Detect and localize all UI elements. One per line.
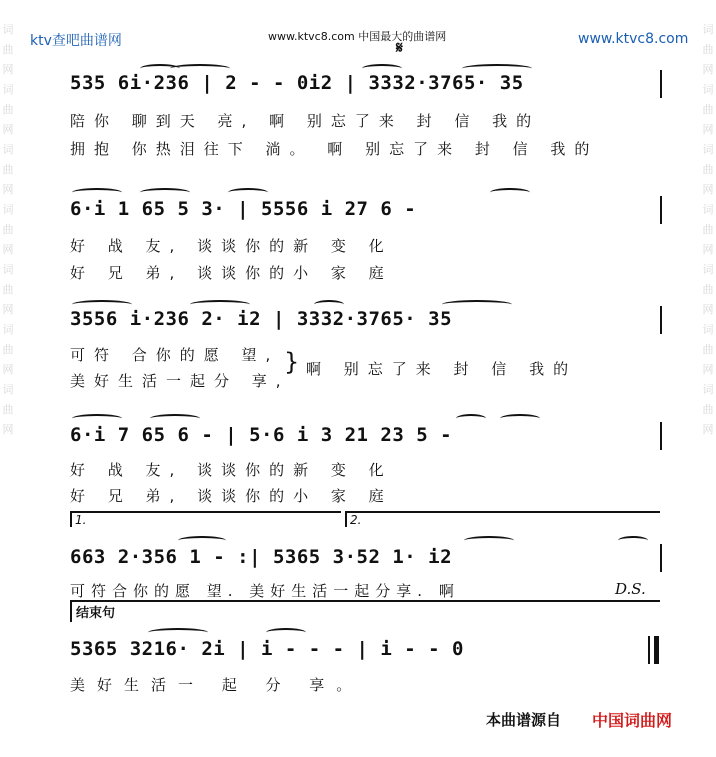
score-line-4 [70, 422, 664, 452]
score-line-3 [70, 306, 664, 336]
bar-line [660, 306, 662, 334]
dal-segno-marking: D.S. [615, 580, 646, 598]
notation: 3556 i·236 2· i2 | 3332·3765· 35 [70, 308, 453, 330]
lyrics-verse-2: 拥抱 你热泪往下 淌。 啊 别忘了来 封 信 我的 [70, 140, 599, 158]
source-label: 本曲谱源自 [486, 711, 562, 729]
slur [170, 64, 230, 73]
slur [72, 188, 122, 197]
bar-line [660, 70, 662, 98]
slur [362, 64, 402, 73]
source-site-name: 中国词曲网 [592, 711, 673, 730]
slur [456, 414, 486, 423]
lyrics-shared: 啊 别忘了来 封 信 我的 [306, 360, 578, 378]
score-line-5 [70, 544, 664, 574]
header-tagline: www.ktvc8.com 中国最大的曲谱网 [268, 30, 447, 43]
ending-phrase-label: 结束句 [70, 600, 660, 622]
lyrics-verse-1: 好 战 友, 谈谈你的新 变 化 [70, 461, 393, 479]
score-line-2 [70, 196, 664, 226]
bar-line [660, 422, 662, 450]
site-logo-left: ktv查吧曲谱网 [30, 33, 122, 49]
watermark-right: 词曲网词曲网词曲网词曲网词曲网词曲网词曲网 [702, 23, 714, 436]
slur [490, 188, 530, 197]
slur [500, 414, 540, 423]
slur [618, 536, 648, 545]
slur [228, 188, 268, 197]
slur [72, 414, 122, 423]
slur [266, 628, 306, 637]
slur [178, 536, 226, 545]
watermark-left: 词曲网词曲网词曲网词曲网词曲网词曲网词曲网 [2, 23, 14, 436]
volta-second-ending: 2. [345, 511, 660, 527]
notation: 6·i 1 65 5 3· | 5556 i 27 6 - [70, 198, 417, 220]
lyrics-line-5: 可符合你的愿 望. 美好生活一起分享. 啊 [70, 582, 460, 600]
slur [462, 64, 532, 73]
lyrics-verse-1: 陪你 聊到天 亮, 啊 别忘了来 封 信 我的 [70, 112, 541, 130]
lyric-brace: } [284, 348, 300, 376]
lyrics-verse-2: 好 兄 弟, 谈谈你的小 家 庭 [70, 487, 393, 505]
volta-first-ending: 1. [70, 511, 341, 527]
slur [442, 300, 512, 309]
segno-sign: 𝄋 [396, 38, 403, 57]
bar-line [660, 544, 662, 572]
slur [140, 188, 190, 197]
lyrics-verse-1: 可符 合你的愿 望, [70, 346, 280, 364]
slur [190, 300, 250, 309]
final-bar-thin [648, 636, 650, 664]
score-line-1 [70, 70, 664, 100]
slur [314, 300, 344, 309]
lyrics-ending: 美好生活一 起 分 享。 [70, 676, 364, 694]
score-line-6 [70, 636, 664, 666]
lyrics-verse-2: 美好生活一起分 享, [70, 372, 290, 390]
notation: 6·i 7 65 6 - | 5·6 i 3 21 23 5 - [70, 424, 453, 446]
bar-line [660, 196, 662, 224]
site-url-right: www.ktvc8.com [578, 31, 689, 47]
lyrics-verse-1: 好 战 友, 谈谈你的新 变 化 [70, 237, 393, 255]
slur [72, 300, 132, 309]
slur [150, 414, 200, 423]
notation: 5365 3216· 2i | i - - - | i - - 0 [70, 638, 464, 660]
slur [464, 536, 514, 545]
notation: 663 2·356 1 - :| 5365 3·52 1· i2 [70, 546, 453, 568]
lyrics-verse-2: 好 兄 弟, 谈谈你的小 家 庭 [70, 264, 393, 282]
final-bar-thick [654, 636, 659, 664]
notation: 535 6i·236 | 2 - - 0i2 | 3332·3765· 35 [70, 72, 524, 94]
slur [148, 628, 208, 637]
